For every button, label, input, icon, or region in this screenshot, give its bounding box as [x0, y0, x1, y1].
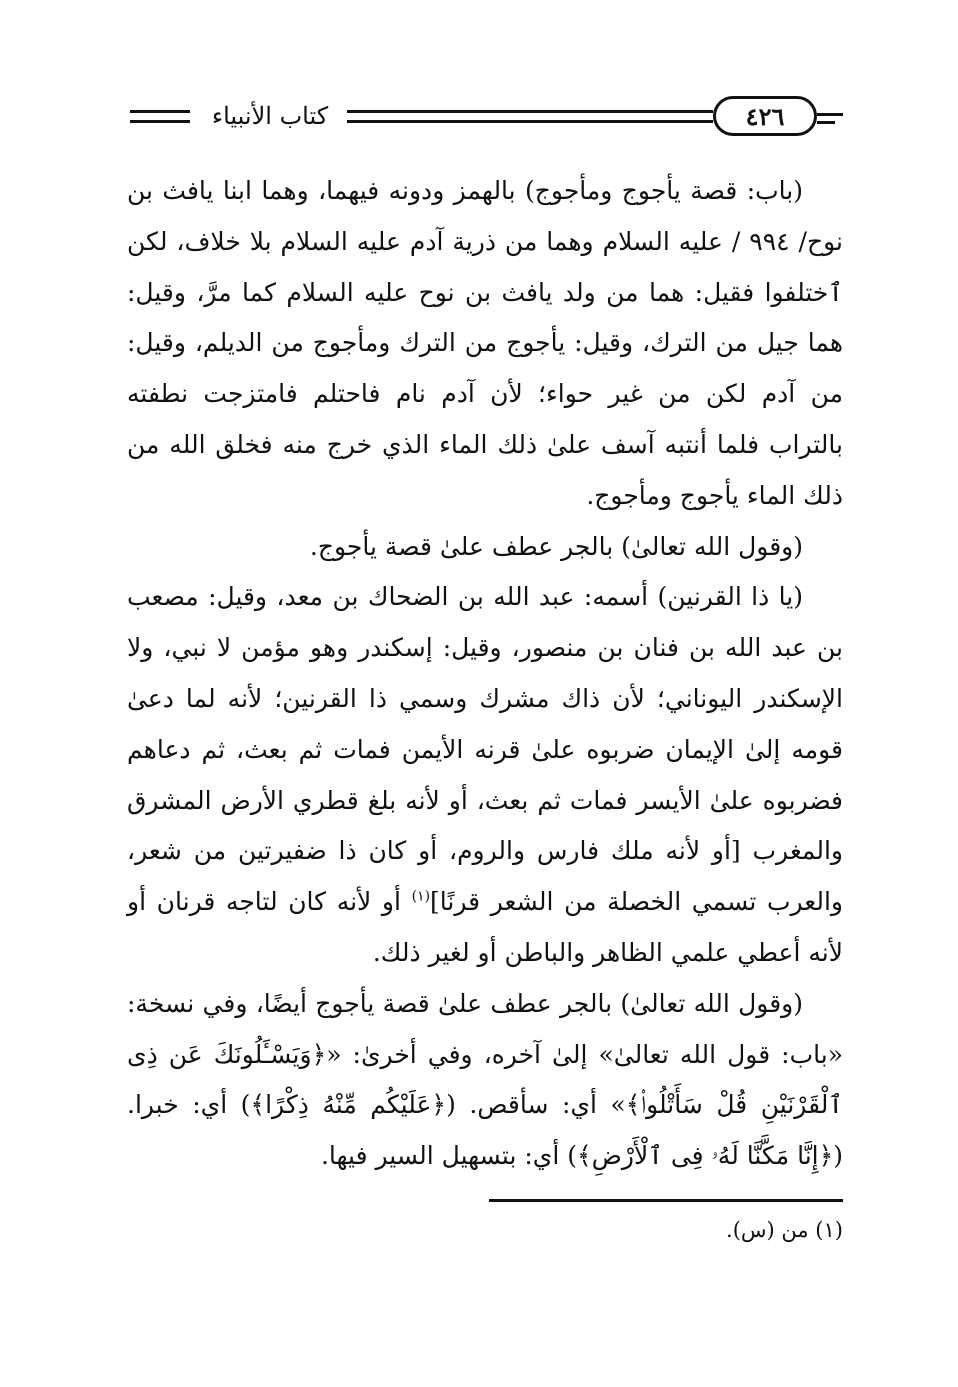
page-header [0, 96, 958, 142]
footnote-separator [489, 1199, 843, 1202]
header-rule-left [130, 110, 190, 113]
paragraph: (باب: قصة يأجوج ومأجوج) بالهمز ودونه فيهما، وهما ابنا يافث بن نوح/ ٩٩٤ / عليه السلام وهما من ذرية آدم عليه السلام بلا خلاف، لكن ٱختلفوا فقيل: هما من ولد يافث بن نوح عليه السلام كما مرَّ، وقيل: هما جيل من الترك، وقيل: يأجوج من الترك ومأجوج من الديلم، وقيل: من آدم لكن من غير حواء؛ لأن آدم نام فاحتلم فامتزجت نطفته بالتراب فلما أنتبه آسف علىٰ ذلك الماء الذي خرج منه فخلق الله من ذلك الماء يأجوج ومأجوج. [127, 176, 844, 510]
header-rule-middle [347, 120, 713, 123]
running-title: كتاب الأنبياء [211, 102, 329, 130]
main-text [127, 166, 843, 1182]
header-rule-right [817, 113, 843, 116]
page-number: ٤٢٦ [713, 96, 817, 136]
header-rule-middle [347, 110, 713, 113]
footnote: (١) من (س). [726, 1218, 843, 1242]
paragraph: (وقول الله تعالىٰ) بالجر عطف علىٰ قصة يأجوج أيضًا، وفي نسخة: «باب: قول الله تعالىٰ» إلىٰ آخره، وفي أخرىٰ: «﴿وَيَسْـَٔلُونَكَ عَن ذِى ٱلْقَرْنَيْنِ قُلْ سَأَتْلُوا۟﴾» أي: سأقص. (﴿عَلَيْكُم مِّنْهُ ذِكْرًا﴾) أي: خبرا. (﴿إِنَّا مَكَّنَّا لَهُۥ فِى ٱلْأَرْضِ﴾) أي: بتسهيل السير فيها. [127, 988, 843, 1171]
paragraph: (وقول الله تعالىٰ) بالجر عطف علىٰ قصة يأجوج. [309, 531, 803, 561]
header-rule-right [817, 121, 835, 124]
paragraph-text: أو لأنه كان لتاجه قرنان أو لأنه أعطي علمي الظاهر والباطن أو لغير ذلك. [127, 887, 843, 967]
paragraph-text: (يا ذا القرنين) أسمه: عبد الله بن الضحاك بن معد، وقيل: مصعب بن عبد الله بن فنان بن منصور، وقيل: إسكندر وهو مؤمن لا نبي، ولا الإسكندر اليوناني؛ لأن ذاك مشرك وسمي ذا القرنين؛ لأنه لما دعىٰ قومه إلىٰ الإيمان ضربوه علىٰ قرنه الأيمن فمات ثم بعث، ثم دعاهم فضربوه علىٰ الأيسر فمات ثم بعث، أو لأنه بلغ قطري الأرض المشرق والمغرب [أو لأنه ملك فارس والروم، أو كان ذا ضفيرتين من شعر، والعرب تسمي الخصلة من الشعر قرنًا] [127, 582, 843, 917]
header-rule-left [130, 120, 190, 123]
paragraph [127, 572, 843, 978]
footnote-reference: (١) [411, 888, 431, 905]
